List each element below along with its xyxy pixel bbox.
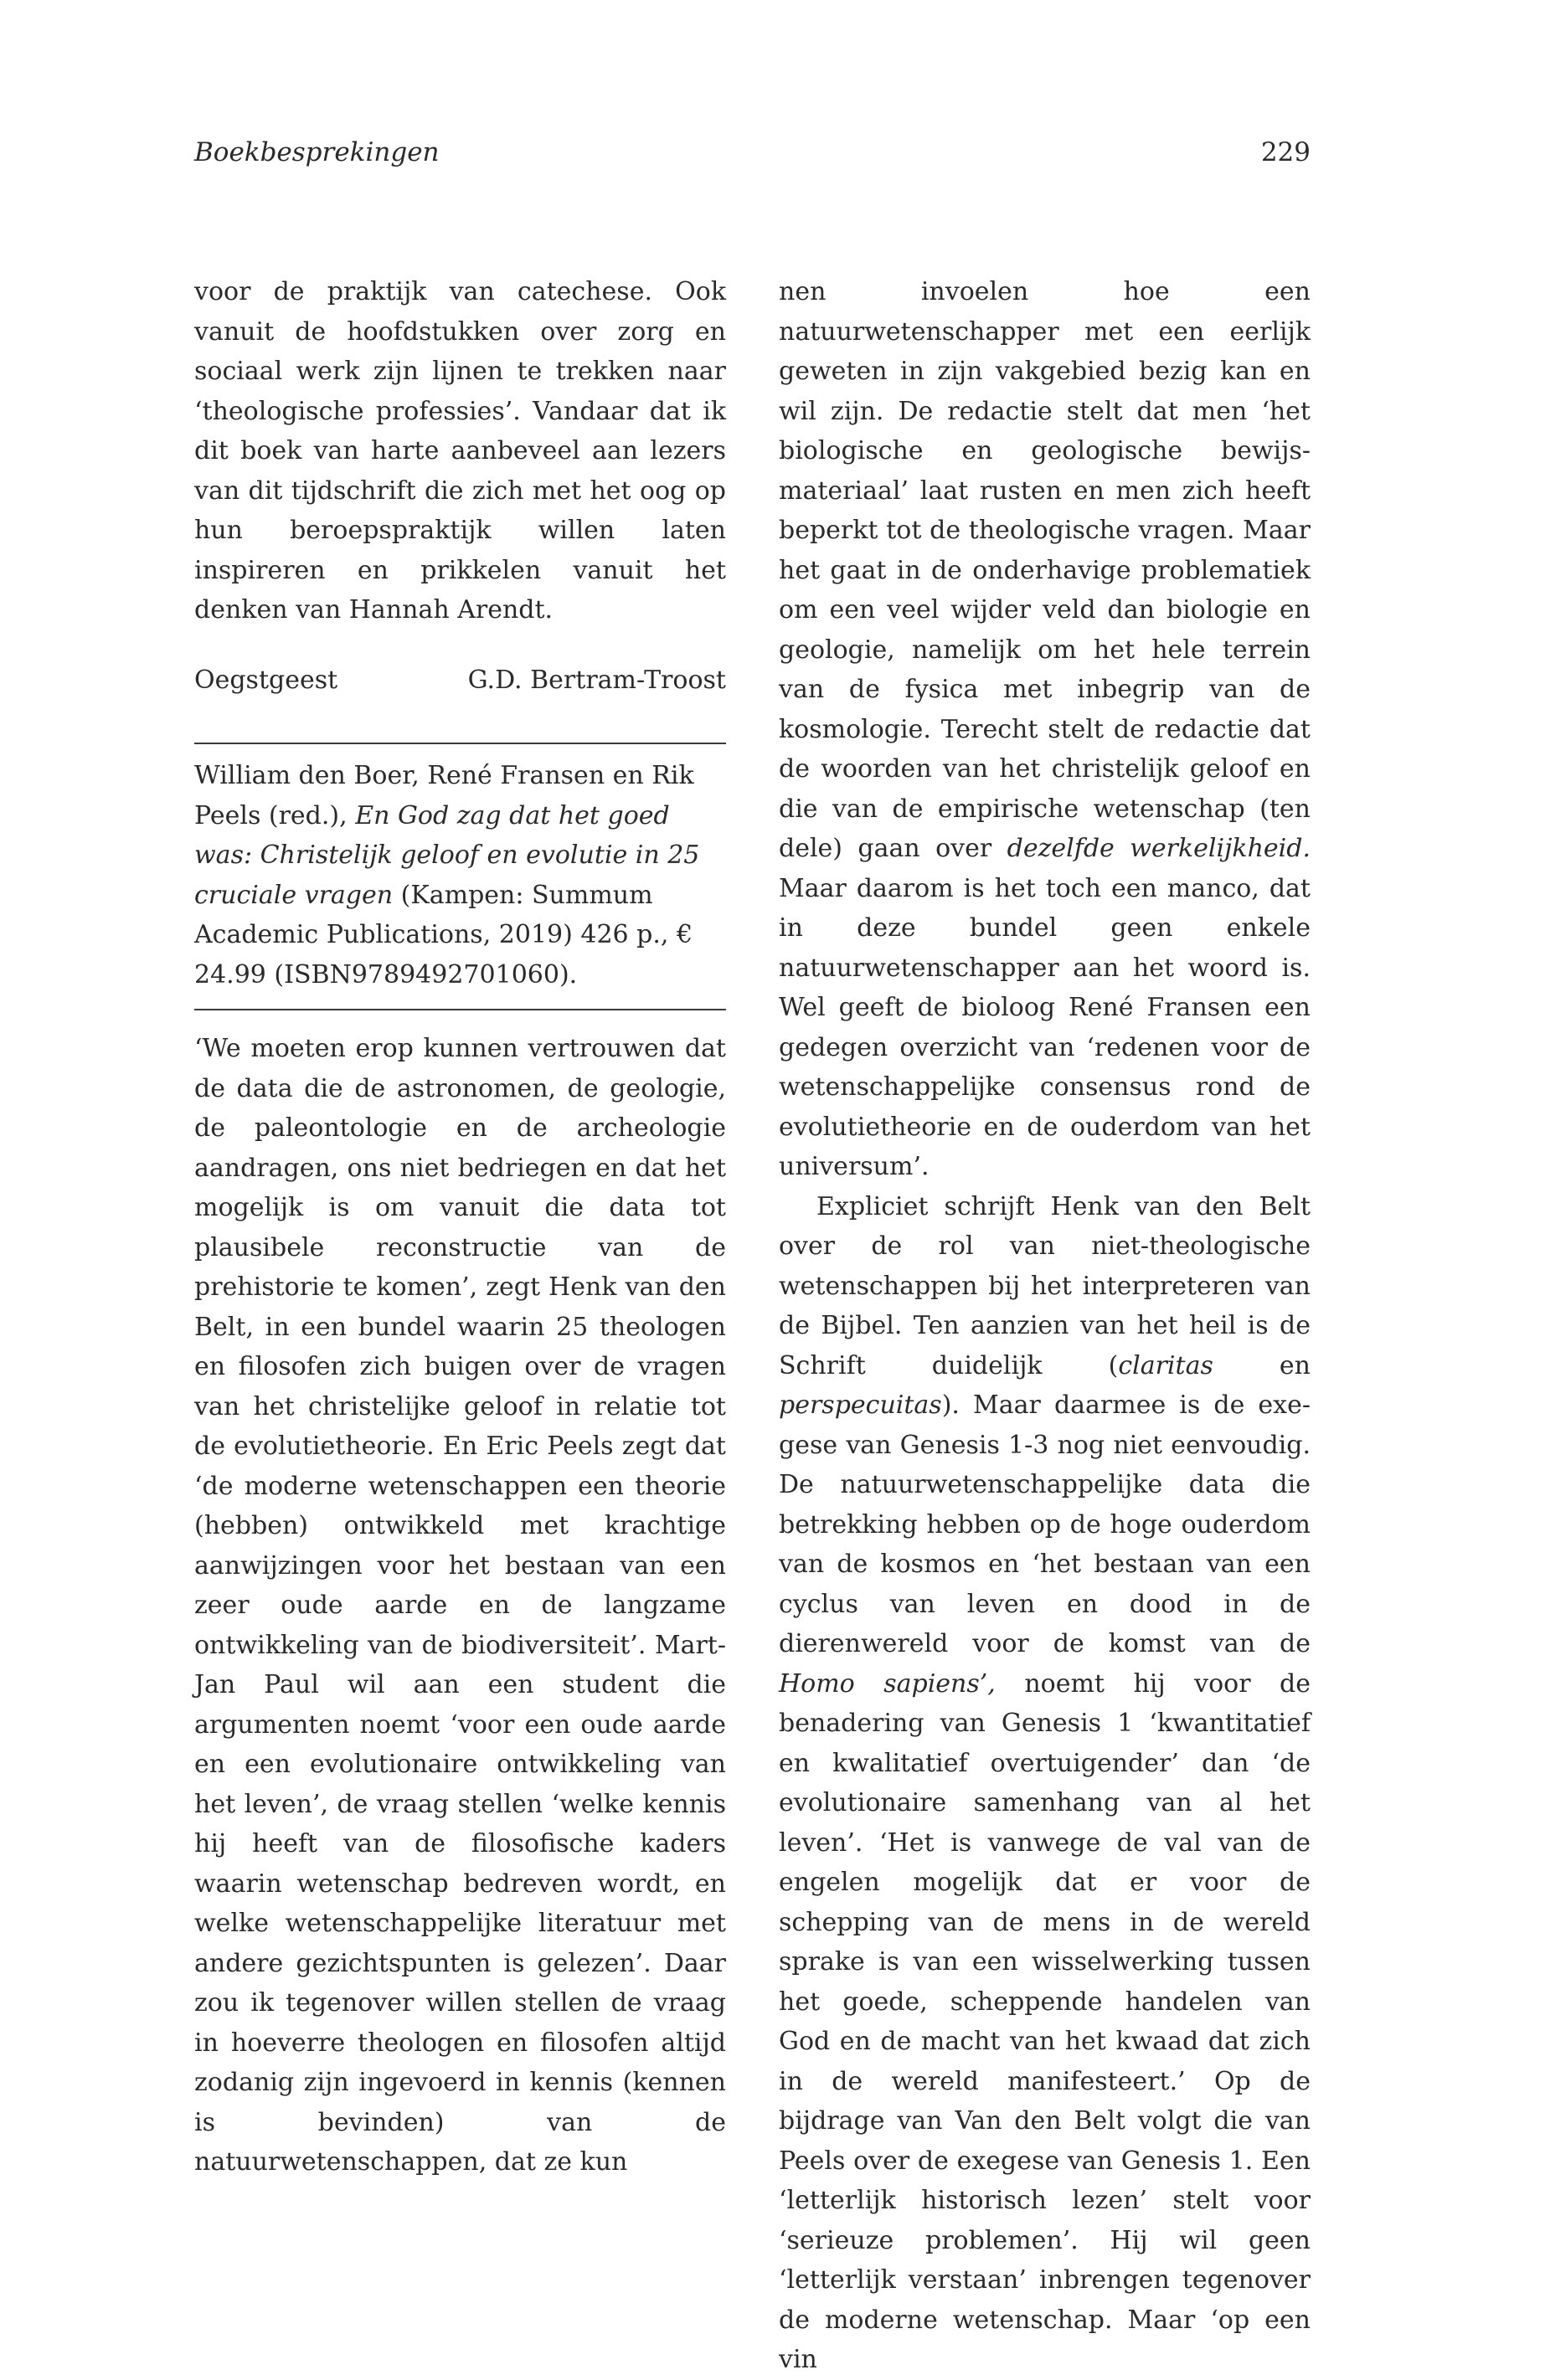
text-run: ). Maar daarmee is de exegese van Genesis 1-3 nog niet eenvoudig. De natuurwetenschappelijke data die betrekking hebben op de hoge ouderdom van de kosmos en ‘het bestaan van een cyclus van leven en dood in de dierenwereld voor de komst van de [779, 1390, 1311, 1658]
page-number: 229 [1260, 137, 1311, 167]
emphasis-run: Homo sapiens’, [779, 1668, 996, 1699]
review-signature [194, 661, 726, 701]
review-opening-paragraph: ‘We moeten erop kunnen vertrouwen dat de data die de astronomen, de geologie, de paleontologie en de archeologie aandragen, ons niet bedriegen en dat het mogelijk is om vanuit die data tot plausibele reconstructie van de prehistorie te komen’, zegt Henk van den Belt, in een bundel waarin 25 theologen en filosofen zich buigen over de vragen van het christelijke geloof in relatie tot de evolutietheorie. En Eric Peels zegt dat ‘de moderne wetenschappen een theorie (hebben) ontwikkeld met krachtige aanwijzingen voor het bestaan van een zeer oude aarde en de langzame ontwikkeling van de biodiversiteit’. Mart-Jan Paul wil aan een student die argumenten noemt ‘voor een oude aarde en een evolutionaire ontwikkeling van het leven’, de vraag stellen ‘welke kennis hij heeft van de filosofische kaders waarin wetenschap bedreven wordt, en welke wetenschappelijke literatuur met andere gezichtspunten is gelezen’. Daar zou ik tegenover willen stellen de vraag in hoeverre theologen en filosofen altijd zodanig zijn ingevoerd in kennis (kennen is bevinden) van de natuurwetenschappen, dat ze kun [194, 1034, 726, 2177]
previous-review-conclusion: voor de praktijk van catechese. Ook vanuit de hoofdstukken over zorg en sociaal werk zijn lijnen te trekken naar ‘theologische professies’. Vandaar dat ik dit boek van harte aanbeveel aan lezers van dit tijdschrift die zich met het oog op hun beroepspraktijk willen laten inspireren en prikkelen vanuit het denken van Hannah Arendt. [194, 277, 726, 625]
running-head [194, 134, 1311, 171]
bibliography-rule-bottom [194, 1009, 726, 1010]
book-title: En God zag dat het goed was: Christelijk geloof en evolutie in 25 cruciale vragen [194, 800, 700, 910]
text-run: nen invoelen hoe een natuurwetenschapper met een eerlijk geweten in zijn vakgebied bezig kan en wil zijn. De redactie stelt dat men ‘het biologische en geologische bewijsmateriaal’ laat rusten en men zich heeft beperkt tot de theologische vragen. Maar het gaat in de onderhavige problematiek om een veel wijder veld dan biologie en geologie, namelijk om het hele terrein van de fysica met inbegrip van de kosmologie. Terecht stelt de redactie dat de woorden van het christelijk geloof en die van de empirische wetenschap (ten dele) gaan over [779, 277, 1311, 863]
emphasis-run: claritas [1118, 1350, 1213, 1380]
emphasis-run: perspecuitas [779, 1390, 942, 1420]
emphasis-run: dezelfde werkelijkheid. [1007, 834, 1311, 863]
review-paragraph-continued [779, 272, 1311, 1187]
right-column [779, 272, 1311, 2380]
section-title: Boekbesprekingen [194, 137, 440, 167]
review-paragraph [779, 1187, 1311, 2380]
book-publication-details: (Kampen: Summum Academic Publications, 2019) 426 p., € 24.99 (ISBN9789492701060). [194, 880, 693, 990]
book-authors: William den Boer, René Fransen en Rik Peels (red.), [194, 761, 694, 830]
text-run: Maar daarom is het toch een manco, dat in deze bundel geen enkele natuurwetenschapper aan het woord is. Wel geeft de bioloog René Fransen een gedegen overzicht van ‘redenen voor de wetenschappelijke consensus rond de evolutietheorie en de ouderdom van het universum’. [779, 873, 1311, 1181]
book-bibliography [194, 744, 726, 1009]
text-run: Expliciet schrijft Henk van den Belt over de rol van niet-theologische wetenschappen bij het interpreteren van de Bijbel. Ten aanzien van het heil is de Schrift duidelijk ( [779, 1191, 1311, 1380]
left-column [194, 272, 726, 2182]
text-run: noemt hij voor de benadering van Genesis 1 ‘kwantitatief en kwalitatief overtuigender’ dan ‘de evolutionaire samenhang van al het leven’. ‘Het is vanwege de val van de engelen mogelijk dat er voor de schepping van de mens in de wereld sprake is van een wisselwerking tussen het goede, scheppende handelen van God en de macht van het kwaad dat zich in de wereld manifesteert.’ Op de bijdrage van Van den Belt volgt die van Peels over de exegese van Genesis 1. Een ‘letterlijk historisch lezen’ stelt voor ‘serieuze problemen’. Hij wil geen ‘letterlijk verstaan’ inbrengen tegenover de moderne wetenschap. Maar ‘op een vin [779, 1668, 1311, 2374]
signature-place: Oegstgeest [194, 665, 338, 695]
signature-author: G.D. Bertram-Troost [467, 665, 726, 695]
text-run: en [1213, 1350, 1311, 1380]
